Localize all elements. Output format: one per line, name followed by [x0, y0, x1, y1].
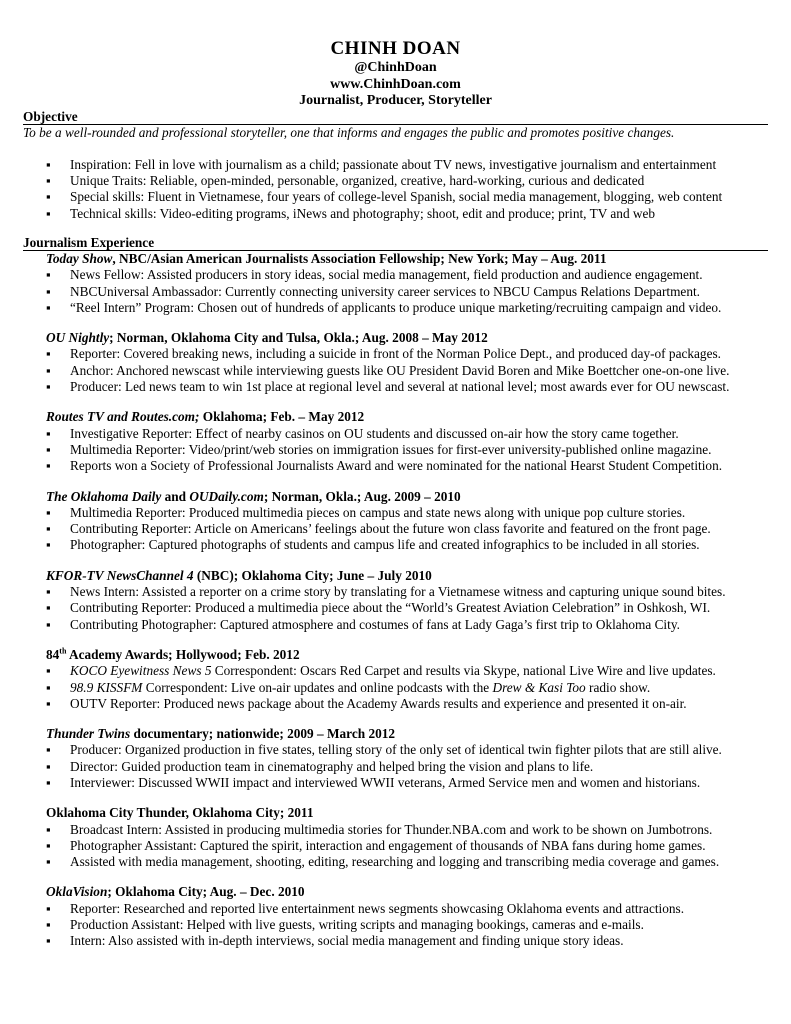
objective-heading: Objective	[23, 110, 768, 125]
list-item: ▪ Contributing Photographer: Captured atmosphere and costumes of fans at Lady Gaga’s first trip to Oklahoma City.	[23, 617, 768, 633]
list-item: ▪ Contributing Reporter: Produced a multimedia piece about the “World’s Greatest Aviation Celebration” in Oshkosh, WI.	[23, 600, 768, 616]
list-item: ▪ Contributing Reporter: Article on Americans’ feelings about the future won class favorite and featured on the front page.	[23, 521, 768, 537]
experience-entry-routes-tv	[23, 409, 768, 474]
entry-title: OU Nightly; Norman, Oklahoma City and Tulsa, Okla.; Aug. 2008 – May 2012	[46, 330, 488, 346]
experience-entry-today-show	[23, 251, 768, 316]
experience-entry-oklahoma-daily	[23, 489, 768, 554]
list-item: ▪ Anchor: Anchored newscast while interviewing guests like OU President David Boren and Mike Boettcher one-on-one live.	[23, 363, 768, 379]
candidate-name: CHINH DOAN	[330, 38, 461, 59]
experience-entry-kfor	[23, 568, 768, 633]
list-item: ▪ Reporter: Researched and reported live entertainment news segments showcasing Oklahoma events and attractions.	[23, 901, 768, 917]
list-item: ▪ KOCO Eyewitness News 5 Correspondent: Oscars Red Carpet and results via Skype, national Live Wire and live updates.	[23, 663, 768, 679]
entry-title: KFOR-TV NewsChannel 4 (NBC); Oklahoma City; June – July 2010	[46, 567, 432, 583]
list-item: ▪ Producer: Organized production in five states, telling story of the only set of identical twin fighter pilots that are still alive.	[23, 742, 768, 758]
entry-title: Oklahoma City Thunder, Oklahoma City; 2011	[46, 805, 314, 821]
website-link[interactable]: www.ChinhDoan.com	[330, 76, 461, 92]
list-item: ▪ Production Assistant: Helped with live guests, writing scripts and managing bookings, cameras and e-mails.	[23, 917, 768, 933]
list-item: ▪ Photographer Assistant: Captured the spirit, interaction and engagement of thousands of NBA fans during home games.	[23, 838, 768, 854]
list-item: ▪ Multimedia Reporter: Produced multimedia pieces on campus and state news along with unique pop culture stories.	[23, 505, 768, 521]
list-item: ▪ Interviewer: Discussed WWII impact and interviewed WWII veterans, Armed Service men and women and historians.	[23, 775, 768, 791]
list-item: ▪ Reporter: Covered breaking news, including a suicide in front of the Norman Police Dept., and produced day-of packages.	[23, 346, 768, 362]
entry-title: Routes TV and Routes.com; Oklahoma; Feb. – May 2012	[46, 409, 365, 425]
entry-title: OklaVision; Oklahoma City; Aug. – Dec. 2010	[46, 884, 305, 900]
list-item: ▪ Assisted with media management, shooting, editing, researching and logging and transcribing media coverage and games.	[23, 854, 768, 870]
list-item: ▪ News Intern: Assisted a reporter on a crime story by translating for a Vietnamese witness and capturing unique sound bites.	[23, 584, 768, 600]
resume-page	[23, 38, 768, 950]
list-item: ▪ Special skills: Fluent in Vietnamese, four years of college-level Spanish, social media management, blogging, web content	[23, 189, 768, 205]
list-item: ▪ Technical skills: Video-editing programs, iNews and photography; shoot, edit and produce; print, TV and web	[23, 206, 768, 222]
list-item: ▪ Photographer: Captured photographs of students and campus life and created infographics to be included in all stories.	[23, 537, 768, 553]
list-item: ▪ Intern: Also assisted with in-depth interviews, social media management and finding unique story ideas.	[23, 933, 768, 949]
experience-entry-ou-nightly	[23, 330, 768, 395]
list-item: ▪ Broadcast Intern: Assisted in producing multimedia stories for Thunder.NBA.com and work to be shown on Jumbotrons.	[23, 822, 768, 838]
list-item: ▪ Director: Guided production team in cinematography and helped bring the vision and plans to life.	[23, 759, 768, 775]
list-item: ▪ OUTV Reporter: Produced news package about the Academy Awards results and experience and presented it on-air.	[23, 696, 768, 712]
list-item: ▪ Multimedia Reporter: Video/print/web stories on immigration issues for first-ever university-published online magazine.	[23, 442, 768, 458]
entry-title: Thunder Twins documentary; nationwide; 2009 – March 2012	[46, 726, 396, 742]
experience-heading: Journalism Experience	[23, 236, 768, 251]
objective-bullets	[23, 157, 768, 222]
experience-entry-oklavision	[23, 884, 768, 949]
tagline: Journalist, Producer, Storyteller	[299, 93, 492, 108]
list-item: ▪ Producer: Led news team to win 1st place at regional level and several at national level; most awards ever for OU newscast.	[23, 379, 768, 395]
list-item: ▪ 98.9 KISSFM Correspondent: Live on-air updates and online podcasts with the Drew & Kasi Too radio show.	[23, 680, 768, 696]
social-handle: @ChinhDoan	[354, 60, 437, 75]
list-item: ▪ Inspiration: Fell in love with journalism as a child; passionate about TV news, investigative journalism and entertainment	[23, 157, 768, 173]
experience-entry-academy-awards	[23, 647, 768, 712]
entry-title: Today Show, NBC/Asian American Journalists Association Fellowship; New York; May – Aug. 2011	[46, 250, 607, 266]
list-item: ▪ Unique Traits: Reliable, open-minded, personable, organized, creative, hard-working, curious and dedicated	[23, 173, 768, 189]
experience-entry-okc-thunder	[23, 805, 768, 870]
experience-entry-thunder-twins	[23, 726, 768, 791]
resume-header	[23, 38, 768, 110]
entry-title: The Oklahoma Daily and OUDaily.com; Norman, Okla.; Aug. 2009 – 2010	[46, 488, 461, 504]
list-item: ▪ Reports won a Society of Professional Journalists Award and were nominated for the national Hearst Student Competition.	[23, 458, 768, 474]
list-item: ▪ Investigative Reporter: Effect of nearby casinos on OU students and discussed on-air how the story came together.	[23, 426, 768, 442]
list-item: ▪ NBCUniversal Ambassador: Currently connecting university career services to NBCU Campus Relations Department.	[23, 284, 768, 300]
list-item: ▪ News Fellow: Assisted producers in story ideas, social media management, field production and audience engagement.	[23, 267, 768, 283]
list-item: ▪ “Reel Intern” Program: Chosen out of hundreds of applicants to produce unique marketing/recruiting campaign and video.	[23, 300, 768, 316]
entry-title: 84th Academy Awards; Hollywood; Feb. 2012	[46, 646, 300, 662]
objective-text: To be a well-rounded and professional storyteller, one that informs and engages the public and promotes positive changes.	[23, 124, 675, 140]
